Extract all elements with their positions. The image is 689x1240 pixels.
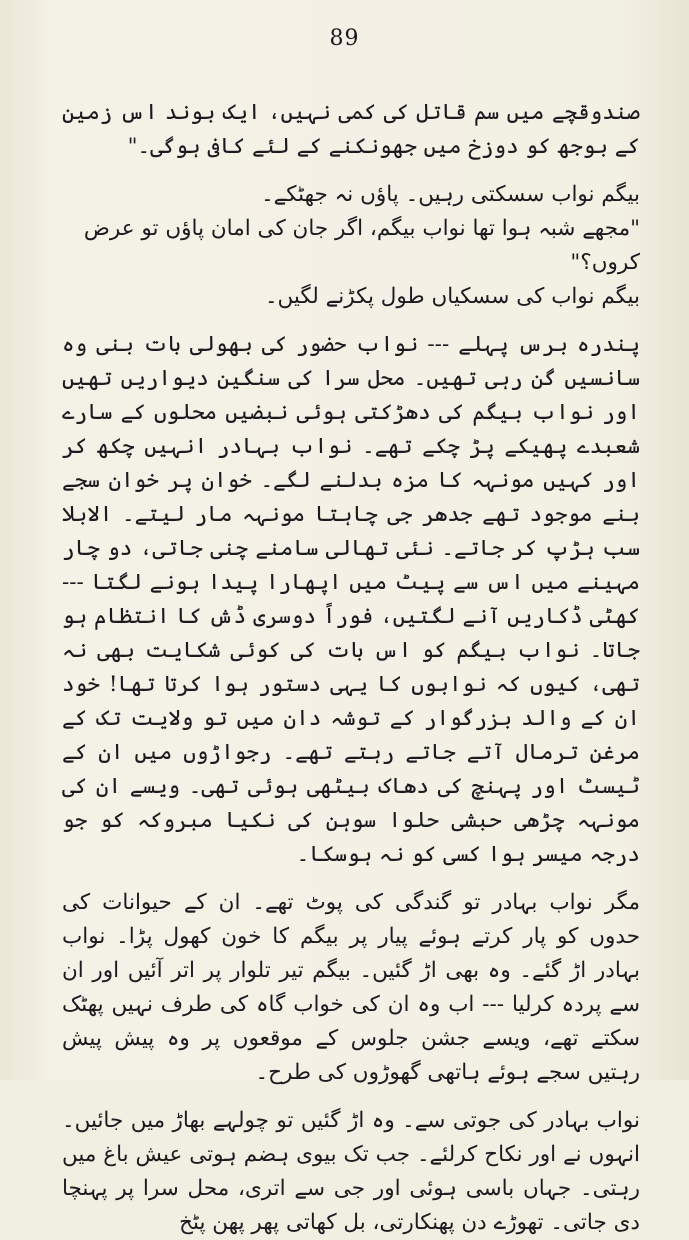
paragraph: بیگم نواب کی سسکیاں طول پکڑنے لگیں۔ [264, 284, 640, 309]
paragraph: صندوقچے میں سم قاتل کی کمی نہیں، ایک بوند اس زمین کے بوجھ کو دوزخ میں جھونکنے کے لئے کافی ہوگی۔" [62, 100, 640, 159]
paragraph: نواب بہادر کی جوتی سے۔ وہ اڑ گئیں تو چولہے بھاڑ میں جائیں۔ انہوں نے اور نکاح کرلئے۔ جب تک بیوی ہضم ہوتی عیش باغ میں رہتی۔ جہاں باسی ہوئی اور جی سے اتری، محل سرا پر پہنچا دی جاتی۔ تھوڑے دن پھنکارتی، بل کھاتی پھر پھن پٹخ [62, 1108, 640, 1235]
paragraph: مگر نواب بہادر تو گندگی کی پوٹ تھے۔ ان کے حیوانات کی حدوں کو پار کرتے ہوئے پیار پر بیگم کا خون کھول پڑا۔ نواب بہادر اڑ گئے۔ وہ بھی اڑ گئیں۔ بیگم تیر تلوار پر اتر آئیں اور ان سے پردہ کرلیا --- اب وہ ان کی خواب گاہ کی طرف نہیں پھٹک سکتے تھے، ویسے جشن جلوس کے موقعوں پر وہ پیش پیش رہتیں سجے ہوئے ہاتھی گھوڑوں کی طرح۔ [62, 890, 640, 1085]
paragraph: "مجھے شبہ ہوا تھا نواب بیگم، اگر جان کی امان پاؤں تو عرض کروں؟" [83, 216, 640, 275]
paragraph: بیگم نواب سسکتی رہیں۔ پاؤں نہ جھٹکے۔ [261, 182, 640, 207]
page-number: 89 [329, 26, 360, 51]
page-body-text [62, 96, 640, 1240]
paragraph: پندرہ برس پہلے --- نواب حضور کی بھولی بات بنی وہ سانسیں گن رہی تھیں۔ محل سرا کی سنگین دیواریں تھیں اور نواب بیگم کی دھڑکتی ہوئی نبضیں محلوں کے سارے شعبدے پھیکے پڑ چکے تھے۔ نواب بہادر انہیں چکھ کر اور کہیں مونہہ کا مزہ بدلنے لگے۔ خوان پر خوان سجے بنے موجود تھے جدھر جی چاہتا مونہہ مار لیتے۔ الابلا سب ہڑپ کر جاتے۔ نئی تھالی سامنے چنی جاتی، دو چار مہینے میں اس سے پیٹ میں اپھارا پیدا ہونے لگتا --- کھٹی ڈکاریں آنے لگتیں، فوراً دوسری ڈش کا انتظام ہو جاتا۔ نواب بیگم کو اس بات کی کوئی شکایت بھی نہ تھی، کیوں کہ نوابوں کا یہی دستور ہوا کرتا تھا! خود ان کے والد بزرگوار کے توشہ دان میں تو ولایت تک کے مرغن ترمال آتے جاتے رہتے تھے۔ رجواڑوں میں ان کے ٹیسٹ اور پہنچ کی دھاک بیٹھی ہوئی تھی۔ ویسے ان کی مونہہ چڑھی حبشی حلوا سوہن کی نکیا مبروکہ کو جو درجہ میسر ہوا کسی کو نہ ہوسکا۔ [62, 332, 640, 867]
